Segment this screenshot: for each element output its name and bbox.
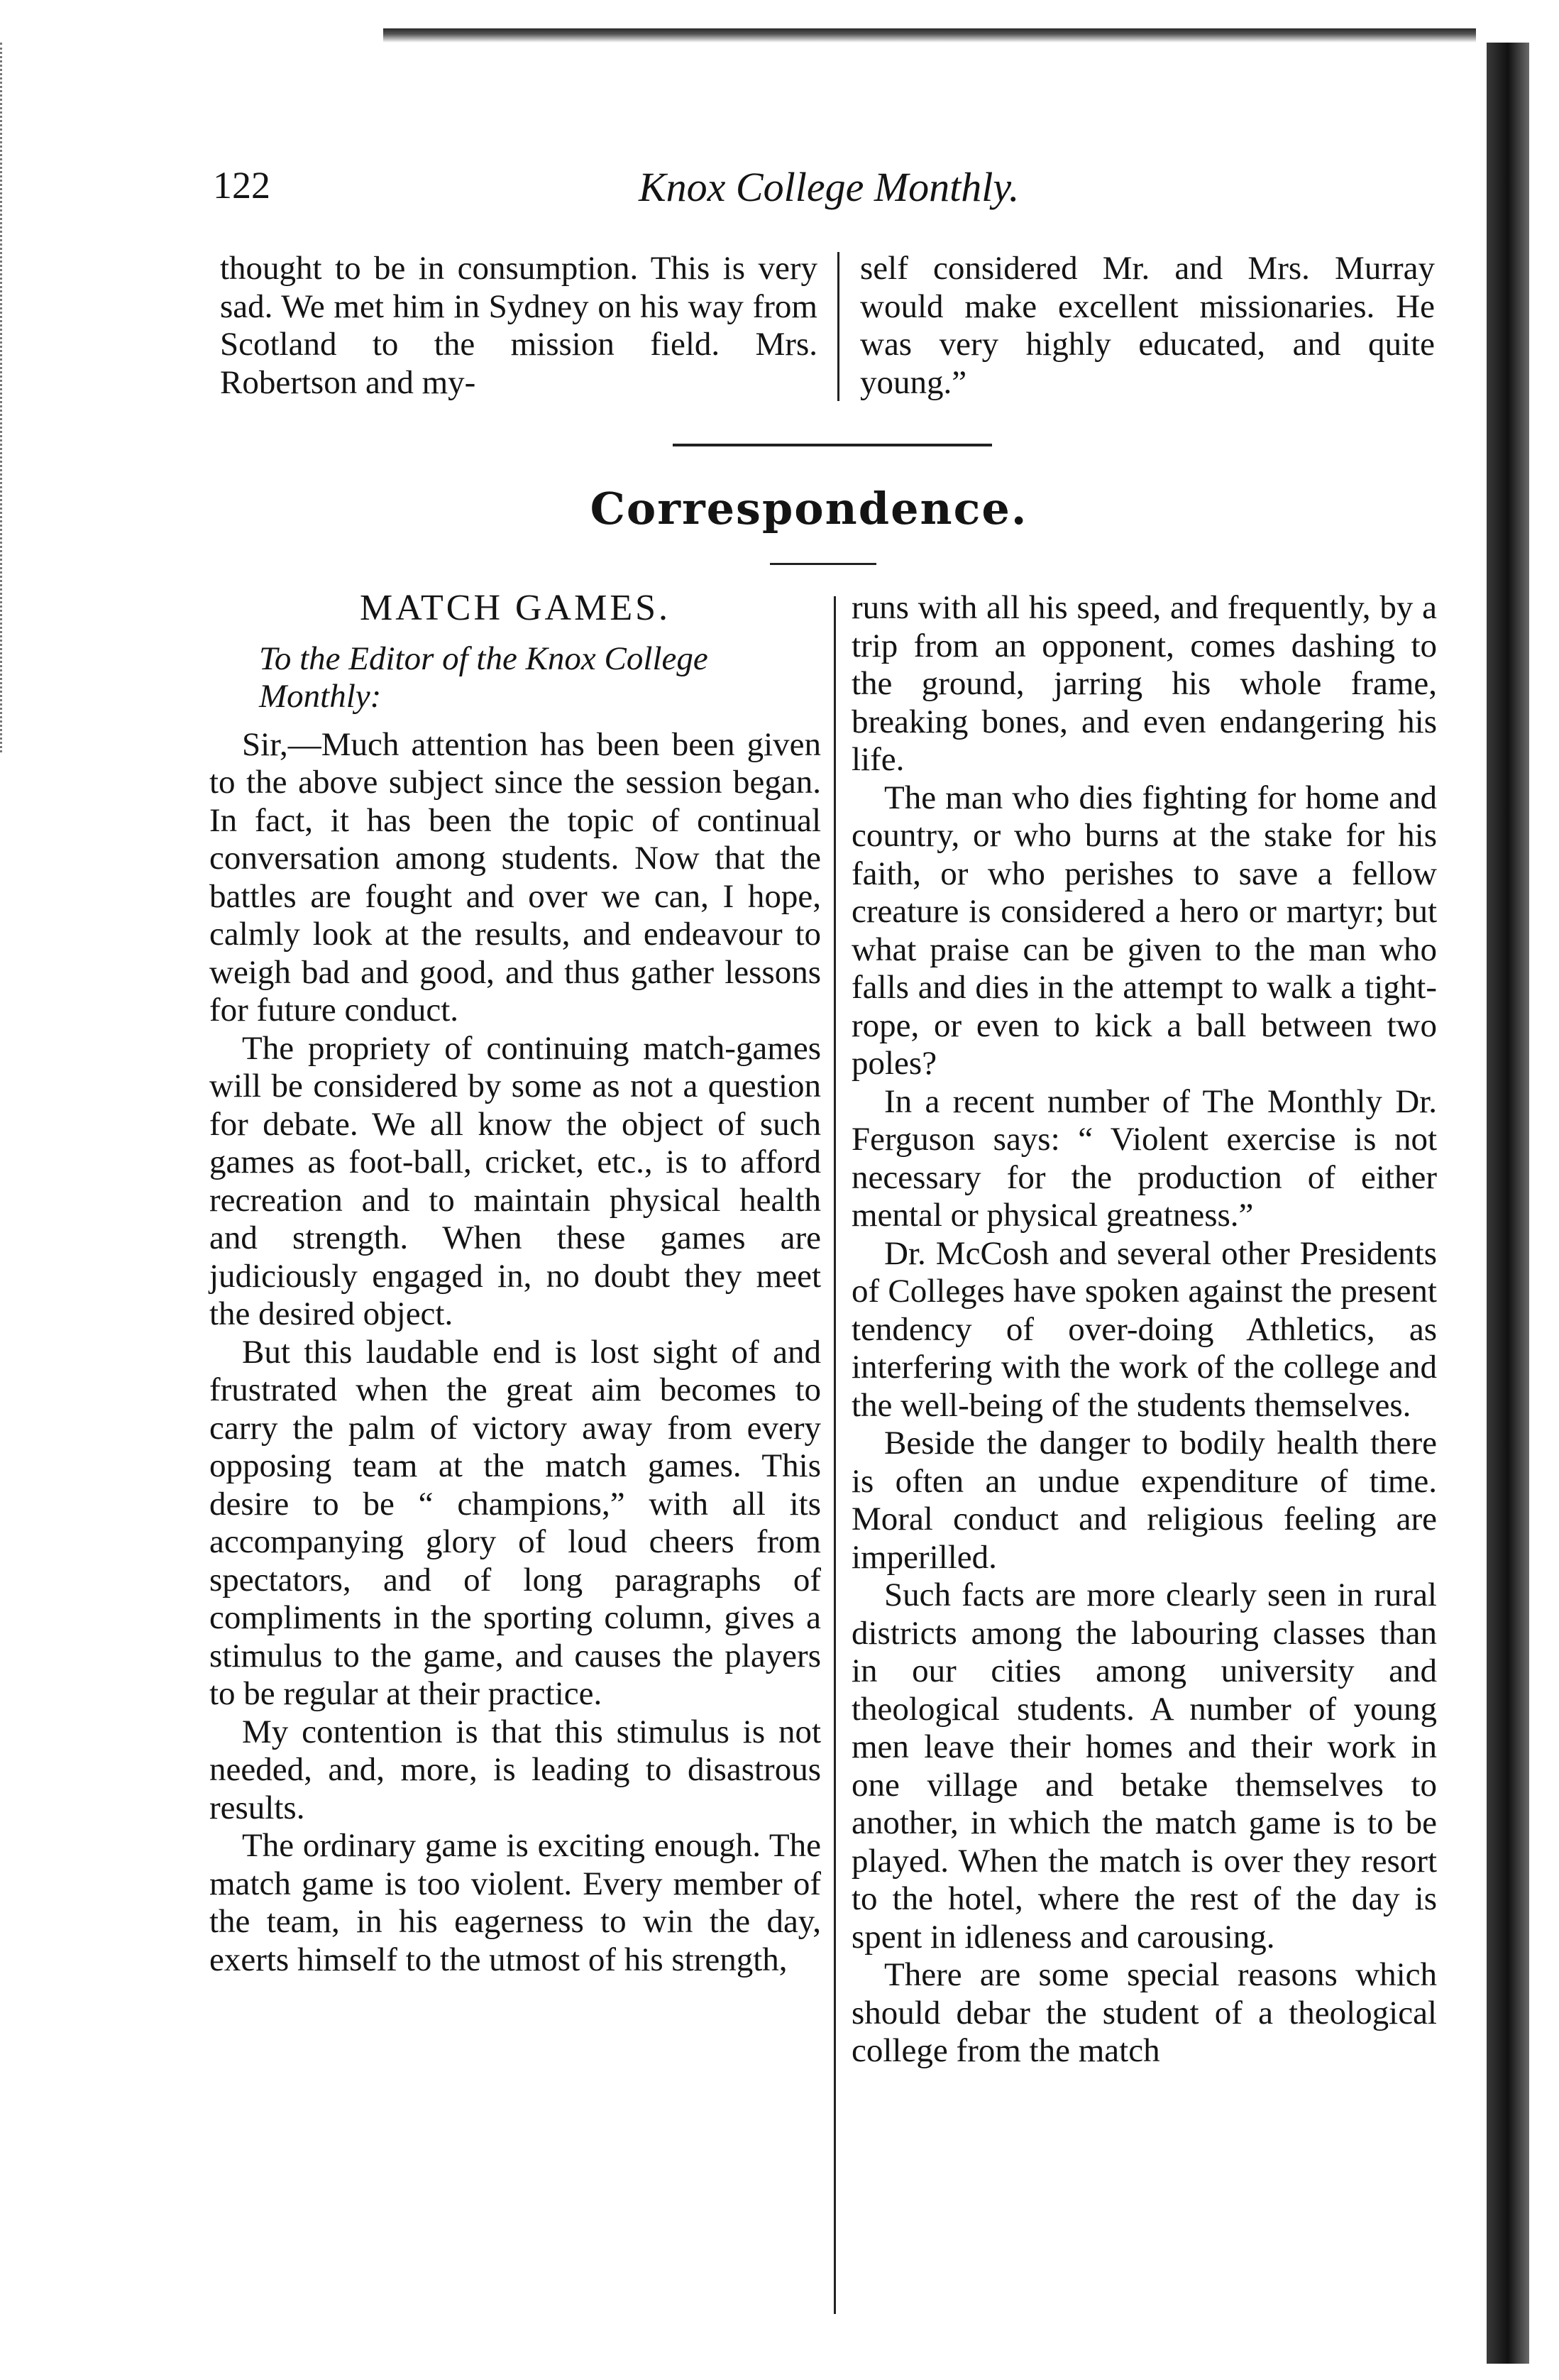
running-title: Knox College Monthly. xyxy=(639,164,1020,210)
top-right-text: self considered Mr. and Mrs. Murray would make excellent missionaries. He was very highly educated, and quite young.” xyxy=(860,250,1435,401)
paragraph: There are some special reasons which should debar the student of a theological college from the match xyxy=(852,1956,1437,2069)
scan-edge-right xyxy=(1487,43,1529,2364)
article-right-column xyxy=(852,589,1437,2071)
scan-edge-top xyxy=(383,28,1476,43)
paragraph: The ordinary game is exciting enough. The match game is too violent. Every member of the team, in his eagerness to win the day, exerts himself to the utmost of his strength, xyxy=(209,1827,821,1978)
paragraph: Sir,—Much attention has been been given to the above subject since the session began. In fact, it has been the topic of continual conversation among students. Now that the battles are fought and over we can, I hope, calmly look at the results, and endeavour to weigh bad and good, and thus gather lessons for future conduct. xyxy=(209,725,821,1029)
paragraph: The propriety of continuing match-games will be considered by some as not a question for debate. We all know the object of such games as foot-ball, cricket, etc., is to afford recreation and to maintain physical health and strength. When these games are judiciously engaged in, no doubt they meet the desired object. xyxy=(209,1029,821,1332)
paragraph: But this laudable end is lost sight of and frustrated when the great aim becomes to carry the palm of victory away from every opposing team at the match games. This desire to be “ champions,” with all its accompanying glory of loud cheers from spectators, and of long paragraphs of compliments in the sporting column, gives a stimulus to the game, and causes the players to be regular at their practice. xyxy=(209,1333,821,1712)
paragraph: In a recent number of The Monthly Dr. Ferguson says: “ Violent exercise is not necessary for the production of either mental or physical greatness.” xyxy=(852,1082,1437,1234)
scan-edge-left xyxy=(0,43,19,752)
paragraph: Such facts are more clearly seen in rural districts among the labouring classes than in our cities among university and theological students. A number of young men leave their homes and their work in one village and betake themselves to another, in which the match game is to be played. When the match is over they resort to the hotel, where the rest of the day is spent in idleness and carousing. xyxy=(852,1576,1437,1956)
article-column-rule xyxy=(834,596,836,2314)
top-left-text: thought to be in consumption. This is very sad. We met him in Sydney on his way from Scotland to the mission field. Mrs. Robertson and my- xyxy=(220,250,817,401)
article-title: MATCH GAMES. xyxy=(359,588,671,628)
paragraph: runs with all his speed, and frequently, by a trip from an opponent, comes dashing to the ground, jarring his whole frame, breaking bones, and even endangering his life. xyxy=(852,589,1437,778)
article-left-column xyxy=(209,589,821,1979)
section-title: Correspondence. xyxy=(590,483,1028,534)
top-left-column xyxy=(220,250,817,402)
salutation-line-2: Monthly: xyxy=(259,678,382,715)
top-right-column xyxy=(860,250,1435,402)
paragraph: The man who dies fighting for home and country, or who burns at the stake for his faith, or who perishes to save a fellow creature is considered a hero or martyr; but what praise can be given to the man who falls and dies in the attempt to walk a tight-rope, or even to kick a ball between two poles? xyxy=(852,779,1437,1082)
section-rule-bottom xyxy=(770,563,876,565)
paragraph: My contention is that this stimulus is not needed, and, more, is leading to disastrous results. xyxy=(209,1713,821,1826)
top-column-rule xyxy=(837,252,839,401)
paragraph: Beside the danger to bodily health there is often an undue expenditure of time. Moral conduct and religious feeling are imperilled. xyxy=(852,1425,1437,1576)
section-rule-top xyxy=(673,444,992,446)
page-number: 122 xyxy=(213,164,270,207)
page-header xyxy=(213,163,1419,220)
paragraph: Dr. McCosh and several other Presidents of Colleges have spoken against the present tendency of over-doing Athletics, as interfering with the work of the college and the well-being of the students themselves. xyxy=(852,1234,1437,1424)
salutation-line-1: To the Editor of the Knox College xyxy=(259,640,708,677)
